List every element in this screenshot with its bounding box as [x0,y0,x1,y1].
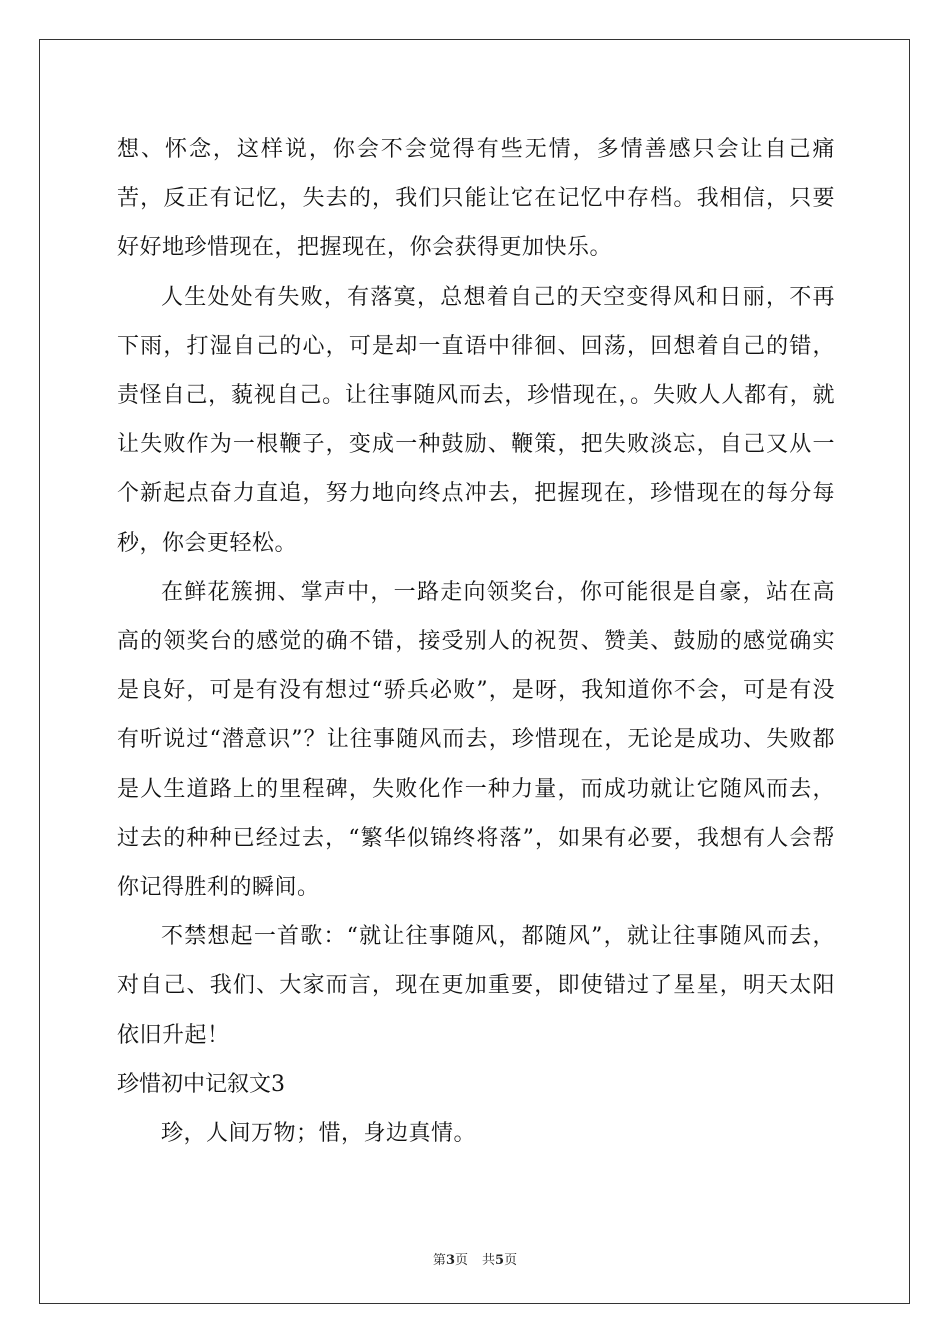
total-suffix: 页 [504,1253,518,1268]
page-prefix: 第 [432,1253,446,1268]
paragraph-5: 珍，人间万物；惜，身边真情。 [161,1121,477,1147]
paragraph-3: 在鲜花簇拥、掌声中，一路走向领奖台，你可能很是自豪，站在高高的领奖台的感觉的确不错，接受别人的祝贺、赞美、鼓励的感觉确实是良好，可是有没有想过“骄兵必败”，是呀，我知道你不会，可是有没有听说过“潜意识”？让往事随风而去，珍惜现在，无论是成功、失败都是人生道路上的里程碑，失败化作一种力量，而成功就让它随风而去，过去的种种已经过去，“繁华似锦终将落”，如果有必要，我想有人会帮你记得胜利的瞬间。 [117,579,835,901]
page-suffix: 页 [454,1253,468,1268]
total-prefix: 共 [482,1253,496,1268]
page-footer [0,1249,950,1268]
section-heading: 珍惜初中记叙文3 [117,1071,285,1097]
paragraph-4: 不禁想起一首歌：“就让往事随风，都随风”，就让往事随风而去，对自己、我们、大家而言，现在更加重要，即使错过了星星，明天太阳依旧升起！ [117,924,835,1048]
page-current: 3 [445,1253,455,1268]
paragraph-2: 人生处处有失败，有落寞，总想着自己的天空变得风和日丽，不再下雨，打湿自己的心，可是却一直语中徘徊、回荡，回想着自己的错，责怪自己，藐视自己。让往事随风而去，珍惜现在，。失败人人都有，就让失败作为一根鞭子，变成一种鼓励、鞭策，把失败淡忘，自己又从一个新起点奋力直追，努力地向终点冲去，把握现在，珍惜现在的每分每秒，你会更轻松。 [117,284,835,556]
paragraph-1: 想、怀念，这样说，你会不会觉得有些无情，多情善感只会让自己痛苦，反正有记忆，失去的，我们只能让它在记忆中存档。我相信，只要好好地珍惜现在，把握现在，你会获得更加快乐。 [117,137,835,261]
page-total: 5 [495,1253,505,1268]
document-body [117,125,835,1158]
